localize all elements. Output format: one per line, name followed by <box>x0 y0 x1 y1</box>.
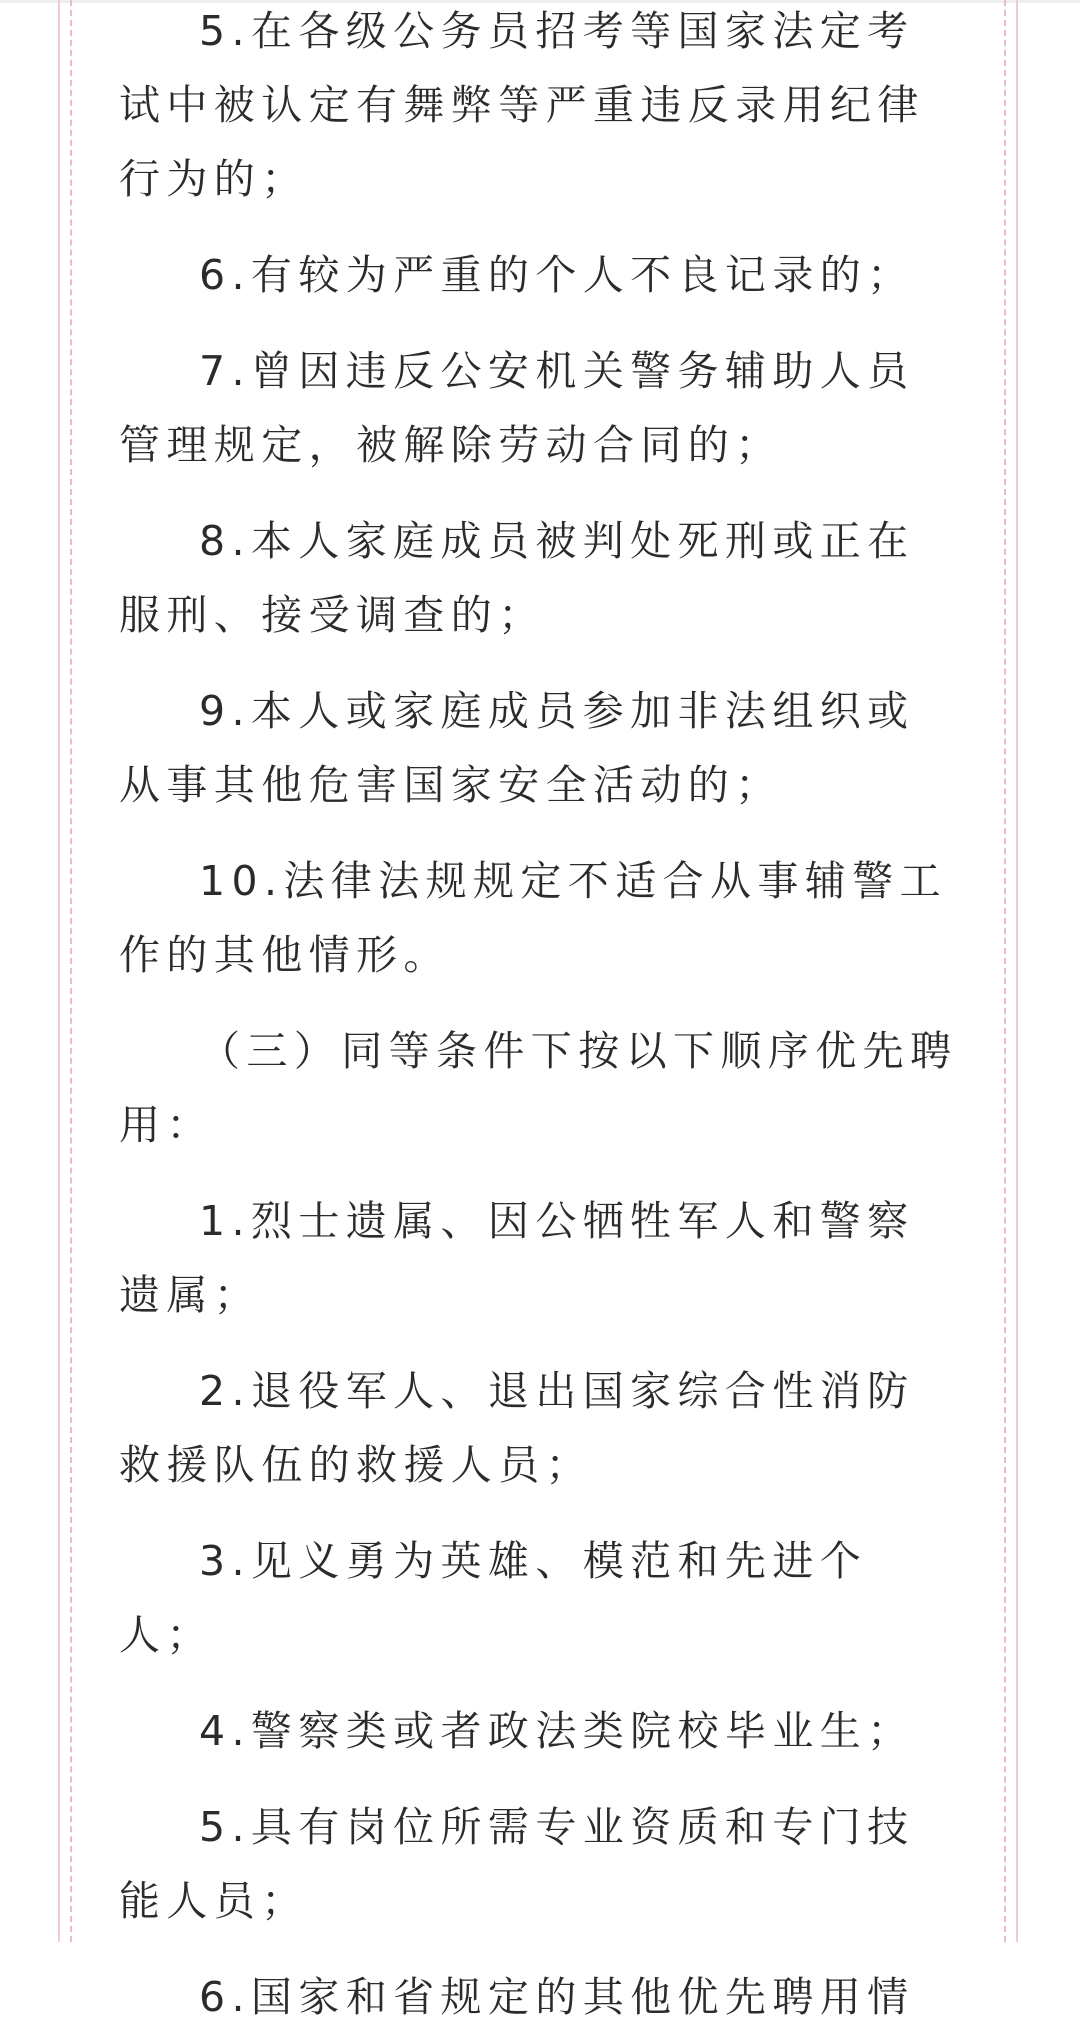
list-item-disqualification-7: 7.曾因违反公安机关警务辅助人员管理规定，被解除劳动合同的； <box>119 347 915 469</box>
section-heading-priority-hiring: （三）同等条件下按以下顺序优先聘用： <box>119 1027 958 1149</box>
list-item-priority-5: 5.具有岗位所需专业资质和专门技能人员； <box>119 1803 915 1925</box>
list-item-priority-1: 1.烈士遗属、因公牺牲军人和警察遗属； <box>119 1197 915 1319</box>
list-item-priority-2: 2.退役军人、退出国家综合性消防救援队伍的救援人员； <box>119 1367 915 1489</box>
article-body <box>119 0 961 2034</box>
list-item-disqualification-10: 10.法律法规规定不适合从事辅警工作的其他情形。 <box>119 857 948 979</box>
list-item-disqualification-8: 8.本人家庭成员被判处死刑或正在服刑、接受调查的； <box>119 517 915 639</box>
left-inner-dashed-border-line <box>70 0 72 1942</box>
list-item-priority-6: 6.国家和省规定的其他优先聘用情 <box>199 1973 915 2021</box>
right-outer-border-line <box>1016 0 1018 1942</box>
list-item-disqualification-6: 6.有较为严重的个人不良记录的； <box>199 251 915 299</box>
right-inner-dashed-border-line <box>1004 0 1006 1942</box>
list-item-priority-4: 4.警察类或者政法类院校毕业生； <box>199 1707 915 1755</box>
list-item-disqualification-9: 9.本人或家庭成员参加非法组织或从事其他危害国家安全活动的； <box>119 687 915 809</box>
list-item-priority-3: 3.见义勇为英雄、模范和先进个人； <box>119 1537 868 1659</box>
left-outer-border-line <box>58 0 60 1942</box>
list-item-disqualification-5: 5.在各级公务员招考等国家法定考试中被认定有舞弊等严重违反录用纪律行为的； <box>119 7 925 203</box>
